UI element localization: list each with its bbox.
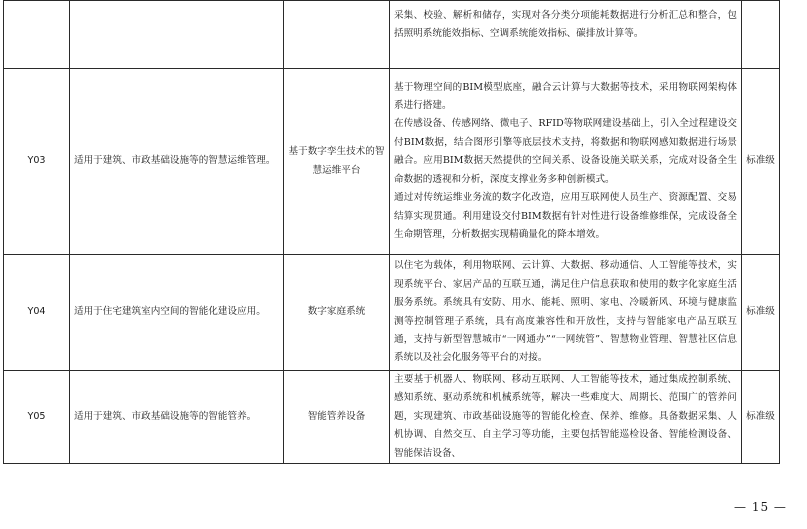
level-cell — [742, 1, 780, 69]
level-cell: 标准级 — [742, 69, 780, 255]
description-cell — [390, 371, 742, 464]
description-paragraph: 以住宅为载体，利用物联网、云计算、大数据、移动通信、人工智能等技术，实现系统平台、家居产品的互联互通，满足住户信息获取和使用的数字化家庭生活服务系统。系统具有安防、用水、能耗、照明、家电、冷暖新风、环境与健康监测等控制管理子系统，具有高度兼容性和开放性，支持与智能家电产品互联互通，支持与新型智慧城市“一网通办”“一网统管”、智慧物业管理、智慧社区信息系统以及社会化服务等平台的对接。 — [394, 260, 737, 364]
level-cell: 标准级 — [742, 255, 780, 371]
technology-spec-table — [3, 0, 780, 464]
description-paragraph: 基于物理空间的BIM模型底座，融合云计算与大数据等技术，采用物联网架构体系进行搭建。 — [394, 81, 737, 112]
scope-cell — [70, 1, 284, 69]
table-row — [4, 371, 780, 464]
technology-name-cell: 基于数字孪生技术的智慧运维平台 — [284, 69, 390, 255]
description-paragraph: 采集、校验、解析和储存，实现对各分类分项能耗数据进行分析汇总和整合，包括照明系统能效指标、空调系统能效指标、碳排放计算等。 — [394, 10, 737, 40]
description-cell — [390, 69, 742, 255]
description-paragraph: 通过对传统运维业务流的数字化改造，应用互联网使人员生产、资源配置、交易结算实现贯通。利用建设交付BIM数据有针对性进行设备维修维保，完成设备全生命期管理，分析数据实现精确量化的降本增效。 — [394, 192, 737, 240]
item-code-cell: Y05 — [4, 371, 70, 464]
scope-cell: 适用于建筑、市政基础设施等的智慧运维管理。 — [70, 69, 284, 255]
table-row — [4, 255, 780, 371]
page-number: — 15 — — [734, 500, 787, 514]
description-cell — [390, 1, 742, 69]
description-cell — [390, 255, 742, 371]
item-code-cell: Y04 — [4, 255, 70, 371]
table-row — [4, 69, 780, 255]
table-row — [4, 1, 780, 69]
technology-name-cell: 智能管养设备 — [284, 371, 390, 464]
item-code-cell: Y03 — [4, 69, 70, 255]
technology-name-cell: 数字家庭系统 — [284, 255, 390, 371]
description-paragraph: 在传感设备、传感网络、微电子、RFID等物联网建设基础上，引入全过程建设交付BIM数据，结合图形引擎等底层技术支持，将数据和物联网感知数据进行场景融合。应用BIM数据天然提供的空间关系、设备设施关联关系，完成对设备全生命数据的透视和分析，深度支撑业务多种创新模式。 — [394, 118, 737, 185]
scope-cell: 适用于住宅建筑室内空间的智能化建设应用。 — [70, 255, 284, 371]
level-cell: 标准级 — [742, 371, 780, 464]
scope-cell: 适用于建筑、市政基础设施等的智能管养。 — [70, 371, 284, 464]
technology-name-cell — [284, 1, 390, 69]
description-paragraph: 主要基于机器人、物联网、移动互联网、人工智能等技术，通过集成控制系统、感知系统、驱动系统和机械系统等，解决一些难度大、周期长、范围广的管养问题，实现建筑、市政基础设施等的智能化检查、保养、维修。具备数据采集、人机协调、自然交互、自主学习等功能，主要包括智能巡检设备、智能检测设备、智能保洁设备、 — [394, 374, 737, 459]
item-code-cell — [4, 1, 70, 69]
